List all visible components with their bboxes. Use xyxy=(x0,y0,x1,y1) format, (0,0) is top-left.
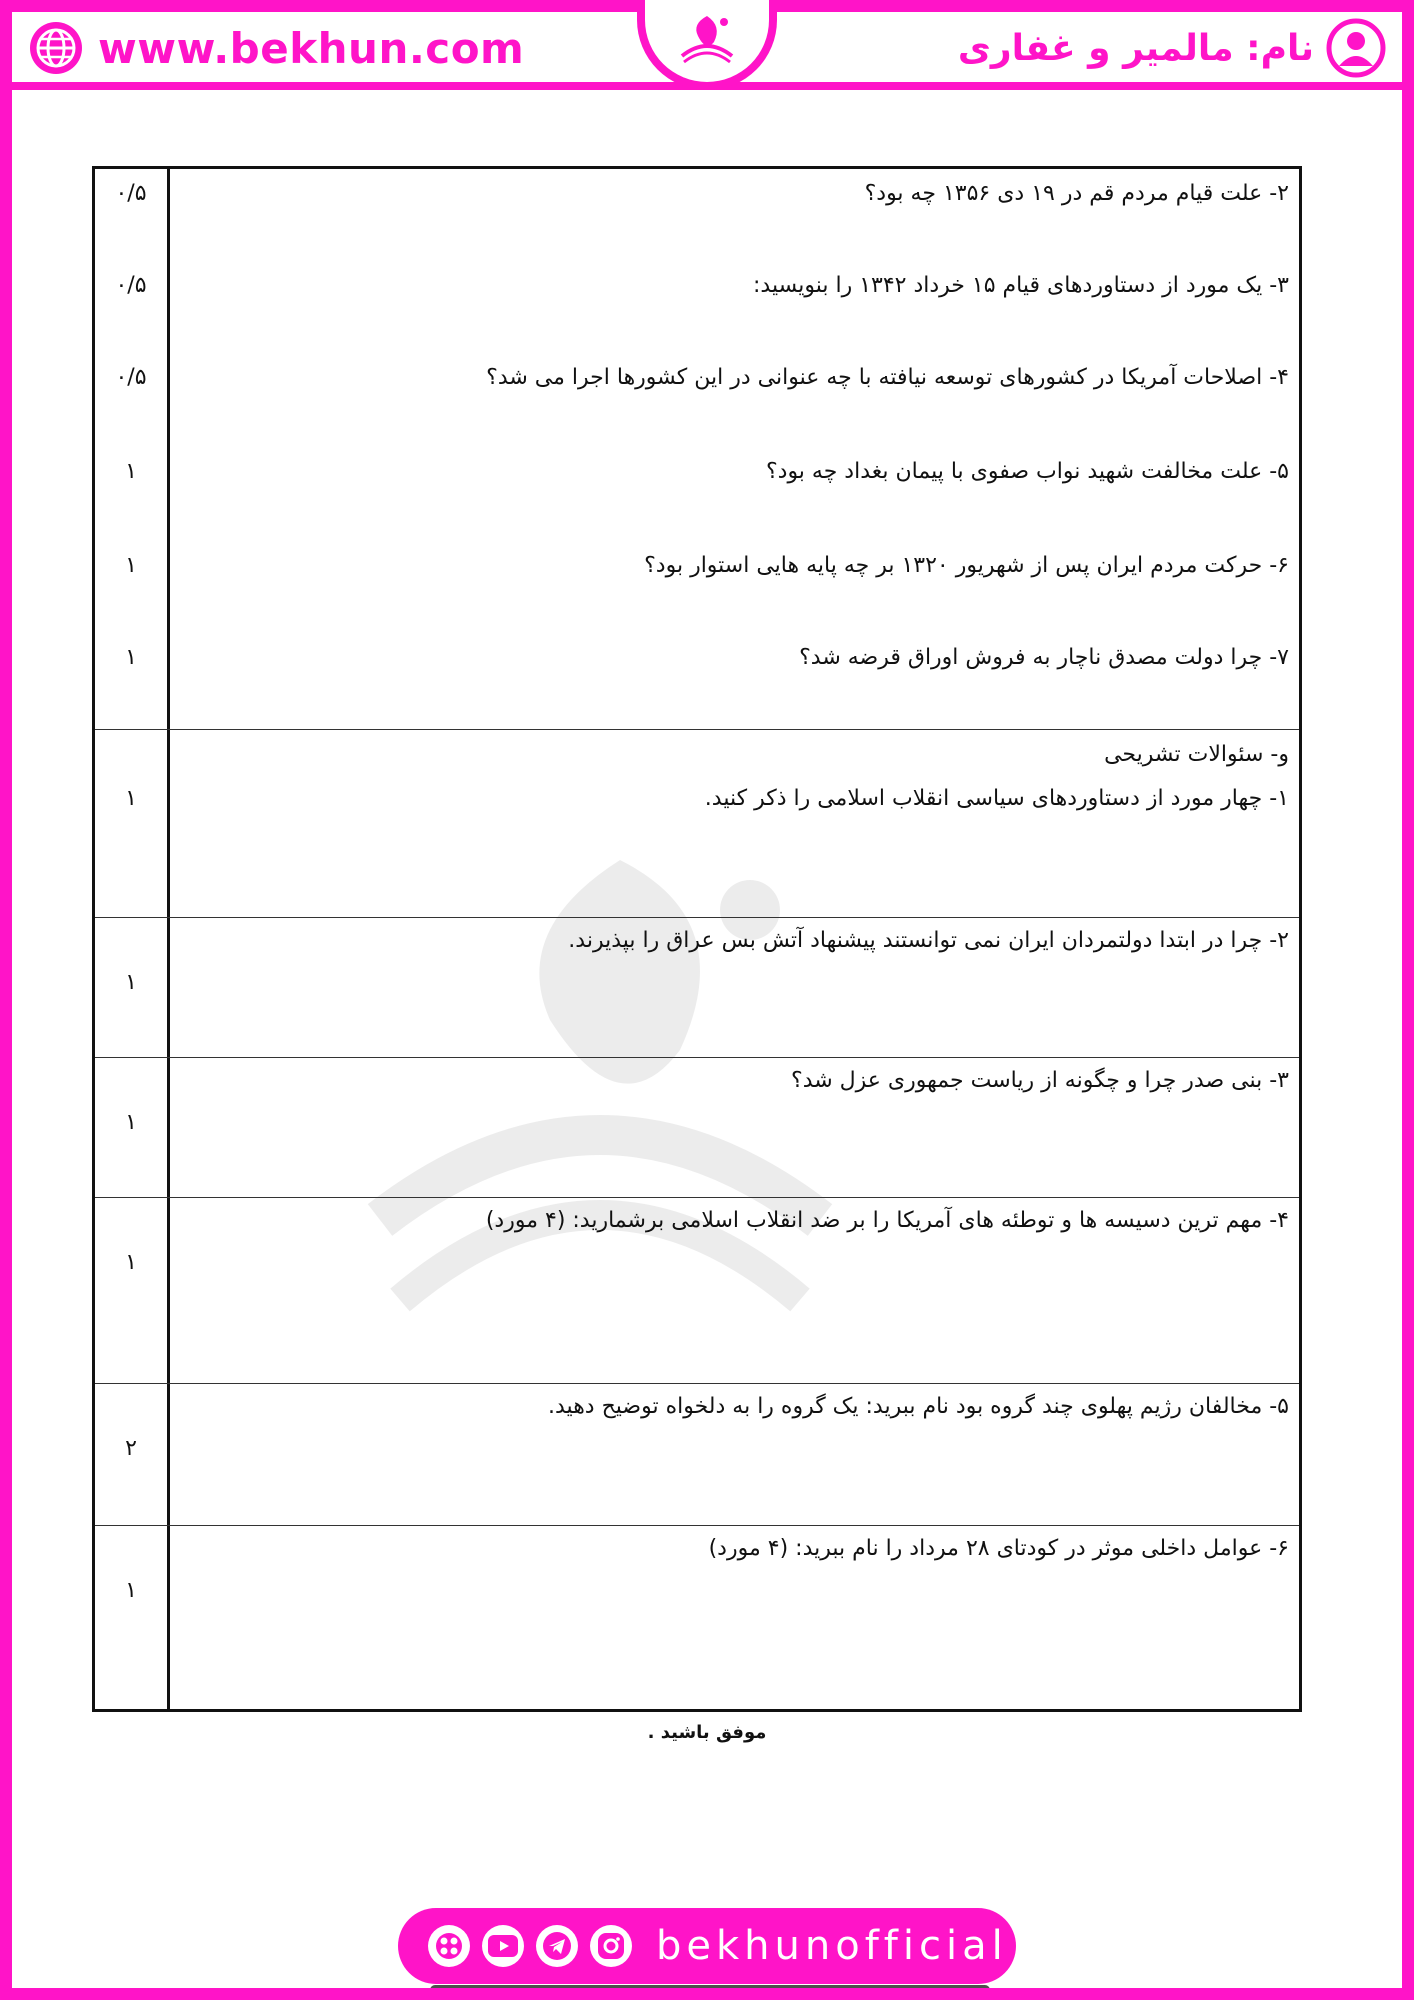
site-link[interactable] xyxy=(28,18,524,78)
descriptive-row xyxy=(95,1525,1299,1709)
footer-shadow xyxy=(430,1985,990,1995)
question-score: ۰/۵ xyxy=(115,181,147,206)
question-score: ۱ xyxy=(125,1110,137,1135)
question-text: ۳- بنی صدر چرا و چگونه از ریاست جمهوری عزل شد؟ xyxy=(791,1068,1289,1093)
question-text: ۴- اصلاحات آمریکا در کشورهای توسعه نیافته با چه عنوانی در این کشورها اجرا می شد؟ xyxy=(486,365,1289,390)
book-logo-icon xyxy=(662,6,752,76)
descriptive-row xyxy=(95,1383,1299,1525)
social-footer xyxy=(398,1908,1016,1984)
question-text: ۲- چرا در ابتدا دولتمردان ایران نمی توانستند پیشنهاد آتش بس عراق را بپذیرند. xyxy=(568,928,1289,953)
user-icon xyxy=(1326,18,1386,78)
question-score: ۱ xyxy=(125,553,137,578)
question-score: ۰/۵ xyxy=(115,365,147,390)
brand-logo xyxy=(645,0,769,82)
student-name xyxy=(958,18,1386,78)
question-text: ۴- مهم ترین دسیسه ها و توطئه های آمریکا را بر ضد انقلاب اسلامی برشمارید: (۴ مورد) xyxy=(485,1208,1289,1233)
question-text: ۶- حرکت مردم ایران پس از شهریور ۱۳۲۰ بر چه پایه هایی استوار بود؟ xyxy=(644,553,1289,578)
youtube-icon[interactable] xyxy=(482,1925,524,1967)
question-score: ۱ xyxy=(125,786,137,811)
descriptive-row xyxy=(95,1057,1299,1197)
question-text: ۳- یک مورد از دستاوردهای قیام ۱۵ خرداد ۱۳۴۲ را بنویسید: xyxy=(752,273,1289,298)
short-answer-block xyxy=(95,169,1299,729)
question-text: ۱- چهار مورد از دستاوردهای سیاسی انقلاب اسلامی را ذکر کنید. xyxy=(704,786,1289,811)
question-score: ۱ xyxy=(125,970,137,995)
social-handle[interactable]: bekhunofficial xyxy=(656,1923,1008,1969)
name-label: نام: مالمیر و غفاری xyxy=(957,27,1314,69)
descriptive-row xyxy=(95,1197,1299,1383)
question-text: ۷- چرا دولت مصدق ناچار به فروش اوراق قرضه شد؟ xyxy=(799,645,1289,670)
question-score: ۱ xyxy=(125,459,137,484)
section-title: و- سئوالات تشریحی xyxy=(1104,742,1289,767)
question-text: ۶- عوامل داخلی موثر در کودتای ۲۸ مرداد را نام ببرید: (۴ مورد) xyxy=(708,1536,1289,1561)
descriptive-row xyxy=(95,729,1299,917)
closing-note: موفق باشید . xyxy=(647,1722,767,1743)
globe-icon xyxy=(28,20,84,76)
aparat-icon[interactable] xyxy=(428,1925,470,1967)
descriptive-row xyxy=(95,917,1299,1057)
question-score: ۰/۵ xyxy=(115,273,147,298)
question-score: ۱ xyxy=(125,1250,137,1275)
question-text: ۵- مخالفان رژیم پهلوی چند گروه بود نام ببرید: یک گروه را به دلخواه توضیح دهید. xyxy=(548,1394,1289,1419)
question-text: ۲- علت قیام مردم قم در ۱۹ دی ۱۳۵۶ چه بود؟ xyxy=(864,181,1289,206)
site-url: www.bekhun.com xyxy=(98,23,525,73)
question-text: ۵- علت مخالفت شهید نواب صفوی با پیمان بغداد چه بود؟ xyxy=(765,459,1289,484)
question-score: ۲ xyxy=(125,1436,137,1461)
telegram-icon[interactable] xyxy=(536,1925,578,1967)
question-score: ۱ xyxy=(125,645,137,670)
exam-table xyxy=(92,166,1302,1712)
question-score: ۱ xyxy=(125,1578,137,1603)
instagram-icon[interactable] xyxy=(590,1925,632,1967)
